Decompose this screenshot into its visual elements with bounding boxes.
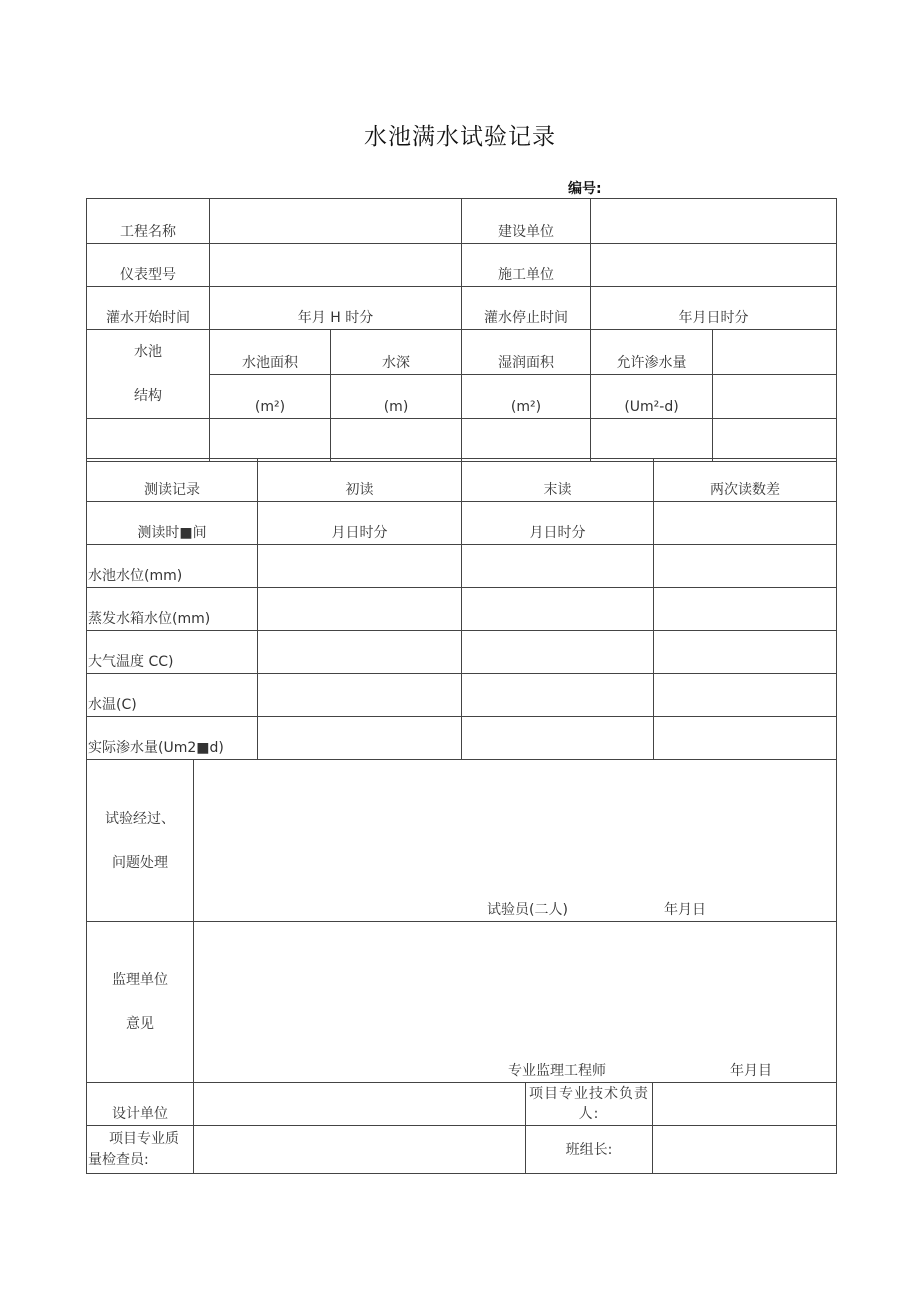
reading-cell[interactable]: [258, 674, 462, 717]
supervision-label: [87, 922, 194, 1083]
build-unit-label: 建设单位: [462, 199, 591, 244]
evap-tank-level-label: 蒸发水箱水位(mm): [87, 588, 258, 631]
table-row: [87, 545, 837, 588]
meter-model-field[interactable]: [210, 244, 462, 287]
pool-structure-label: [87, 330, 210, 419]
readings-table: [86, 458, 837, 760]
table-row: [87, 674, 837, 717]
supervision-label-line2: 意见: [126, 1016, 154, 1032]
reading-cell[interactable]: [462, 674, 654, 717]
construction-unit-label: 施工单位: [462, 244, 591, 287]
first-reading-time[interactable]: 月日时分: [258, 502, 462, 545]
wet-area-value[interactable]: [462, 419, 591, 462]
allow-seep-label: 允许渗水量: [591, 330, 713, 375]
reading-time-label: 测读时■间: [87, 502, 258, 545]
signoff-table: [86, 759, 837, 1174]
team-lead-label: 班组长:: [526, 1126, 653, 1174]
supervision-field[interactable]: [194, 922, 837, 1083]
water-depth-unit: (m): [331, 374, 462, 419]
pool-extra-unit-cell[interactable]: [713, 374, 837, 419]
pool-area-label: 水池面积: [210, 330, 331, 375]
pool-extra-cell[interactable]: [713, 330, 837, 375]
reading-cell[interactable]: [258, 631, 462, 674]
time-diff-field[interactable]: [654, 502, 837, 545]
pool-area-value[interactable]: [210, 419, 331, 462]
construction-unit-field[interactable]: [591, 244, 837, 287]
project-name-field[interactable]: [210, 199, 462, 244]
reading-cell[interactable]: [462, 717, 654, 760]
allow-seep-unit: (Um²-d): [591, 374, 713, 419]
design-unit-label: 设计单位: [87, 1083, 194, 1126]
build-unit-field[interactable]: [591, 199, 837, 244]
fill-stop-value[interactable]: 年月日时分: [591, 287, 837, 330]
pool-area-unit: (m²): [210, 374, 331, 419]
reading-cell[interactable]: [654, 717, 837, 760]
project-name-label: 工程名称: [87, 199, 210, 244]
reading-cell[interactable]: [258, 545, 462, 588]
record-label: 测读记录: [87, 459, 258, 502]
air-temp-label: 大气温度 CC): [87, 631, 258, 674]
water-depth-value[interactable]: [331, 419, 462, 462]
table-row: [87, 631, 837, 674]
tech-lead-field[interactable]: [653, 1083, 837, 1126]
wet-area-unit: (m²): [462, 374, 591, 419]
meter-model-label: 仪表型号: [87, 244, 210, 287]
reading-cell[interactable]: [462, 631, 654, 674]
design-unit-field[interactable]: [194, 1083, 526, 1126]
fill-start-value[interactable]: 年月 H 时分: [210, 287, 462, 330]
fill-stop-label: 灌水停止时间: [462, 287, 591, 330]
reading-cell[interactable]: [462, 545, 654, 588]
process-label-line1: 试验经过、: [105, 810, 175, 827]
actual-seep-label: 实际渗水量(Um2■d): [87, 717, 258, 760]
process-field[interactable]: [194, 760, 837, 922]
reading-cell[interactable]: [258, 717, 462, 760]
process-date-label: 年月日: [664, 902, 706, 918]
first-reading-label: 初读: [258, 459, 462, 502]
code-label: 编号:: [568, 181, 602, 197]
team-lead-field[interactable]: [653, 1126, 837, 1174]
process-label: [87, 760, 194, 922]
pool-label-top: 水池: [134, 344, 162, 360]
qc-inspector-label: [87, 1126, 194, 1174]
last-reading-label: 末读: [462, 459, 654, 502]
reading-cell[interactable]: [462, 588, 654, 631]
supervising-engineer-label: 专业监理工程师: [508, 1063, 606, 1079]
allow-seep-value[interactable]: [591, 419, 713, 462]
reading-cell[interactable]: [654, 631, 837, 674]
qc-label-line1: 项目专业质: [109, 1130, 179, 1147]
table-row: [87, 717, 837, 760]
qc-inspector-field[interactable]: [194, 1126, 526, 1174]
wet-area-label: 湿润面积: [462, 330, 591, 375]
pool-label-bottom: 结构: [134, 388, 162, 404]
last-reading-time[interactable]: 月日时分: [462, 502, 654, 545]
tester-label: 试验员(二人): [487, 902, 568, 918]
water-depth-label: 水深: [331, 330, 462, 375]
info-table: [86, 198, 837, 462]
pool-extra-value[interactable]: [713, 419, 837, 462]
reading-cell[interactable]: [258, 588, 462, 631]
process-label-line2: 问题处理: [112, 854, 168, 871]
water-temp-label: 水温(C): [87, 674, 258, 717]
pool-structure-value[interactable]: [87, 419, 210, 462]
reading-cell[interactable]: [654, 588, 837, 631]
supervision-date-label: 年月目: [730, 1063, 772, 1079]
supervision-label-line1: 监理单位: [112, 972, 168, 988]
pool-water-level-label: 水池水位(mm): [87, 545, 258, 588]
tech-lead-label: 项目专业技术负责人:: [526, 1083, 653, 1126]
fill-start-label: 灌水开始时间: [87, 287, 210, 330]
table-row: [87, 588, 837, 631]
reading-diff-label: 两次读数差: [654, 459, 837, 502]
reading-cell[interactable]: [654, 674, 837, 717]
reading-cell[interactable]: [654, 545, 837, 588]
page-title: 水池满水试验记录: [364, 124, 556, 150]
qc-label-line2: 量检查员:: [88, 1151, 149, 1168]
